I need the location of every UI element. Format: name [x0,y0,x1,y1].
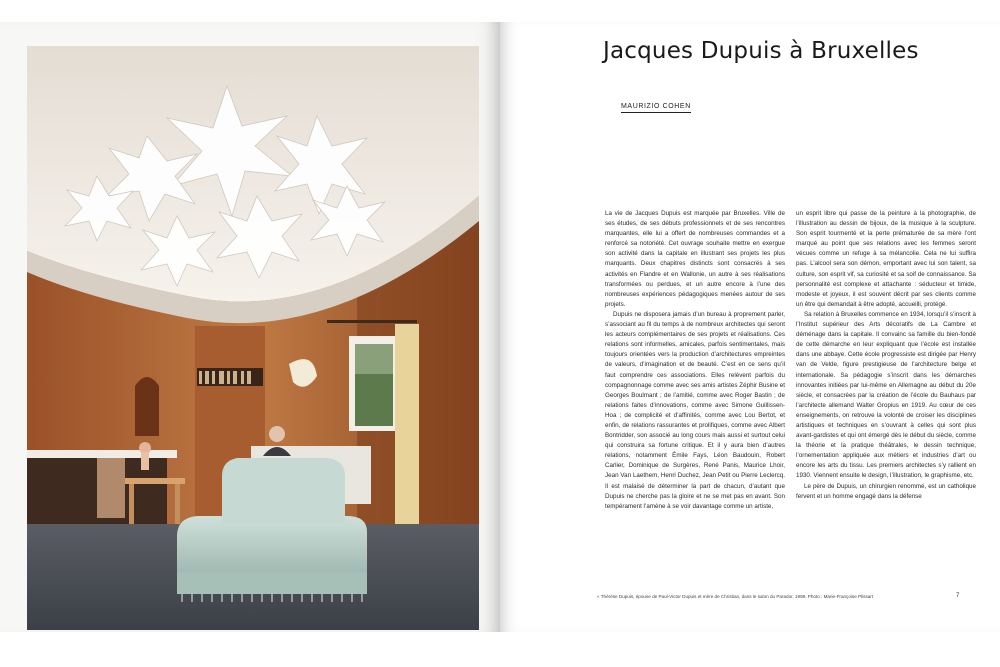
paragraph: un esprit libre qui passe de la peinture à la photographie, de l’illustration au dessin de bijoux, de la musique à la sculpture. Son esprit tourmenté et la perte prématurée de sa mère l’ont marqué au point que ses relations avec les femmes seront vécues comme un refuge à sa mélancolie. Cela ne lui suffira pas. L’alcool sera son démon, emportant avec lui son talent, sa culture, son esprit vif, sa curiosité et sa soif de connaissance. Sa personnalité est complexe et attachante : séducteur et timide, modeste et joyeux, il est souvent décrit par ses clients comme un être qui demandait à être adopté, accueilli, protégé. [796,210,976,308]
page-number: 7 [956,593,960,599]
paragraph: La vie de Jacques Dupuis est marquée par Bruxelles. Ville de ses études, de ses débuts professionnels et de ses rencontres marquantes, elle lui a offert de nombreuses commandes et a renforcé sa notoriété. Cet ouvrage souhaite mettre en exergue son activité dans la capitale en illustrant ses projets les plus marquants. Deux chapitres distincts sont consacrés à ses activités en Flandre et en Wallonie, un autre à ses réalisations transformées ou perdues, et un autre encore à l’une des nombreuses expériences pédagogiques menées autour de ses projets. [605,210,785,308]
photo-caption: « Thérèse Dupuis, épouse de Paul-Victor Dupuis et mère de Christian, dans le salon du Parador, 1998. Photo : Marie-Françoise Plissart [597,594,874,599]
paragraph: Le père de Dupuis, un chirurgien renommé, est un catholique fervent et un homme engagé dans la défense [796,482,976,500]
author-byline: MAURIZIO COHEN [621,103,691,113]
interior-photo [27,46,479,630]
article-title: Jacques Dupuis à Bruxelles [603,38,919,64]
interior-photo-illustration [27,46,479,630]
text-column-2 [796,209,976,502]
paragraph: Dupuis ne disposera jamais d’un bureau à proprement parler, s’associant au fil du temps à de nombreux architectes qui seront les acteurs complémentaires de ses projets et réalisations. Ces relations sont informelles, amicales, parfois sentimentales, mais toujours orientées vers la production d’architectures empreintes de valeurs, d’imagination et de beauté. C’est en ce sens qu’il faut comprendre ces associations. Elles relèvent parfois du compagnonnage comme avec ses amis artistes Zéphir Busine et Georges Boulmant ; de l’amitié, comme avec Roger Bastin ; de relations faites d’innovations, comme avec Simone Guillissen-Hoa ; de complicité et d’affinités, comme avec Lou Bertot, et enfin, de relations rassurantes et prolifiques, comme avec Albert Bontridder, son associé au long cours mais aussi et surtout celui qui construira sa fortune critique. Et il y aura bien d’autres relations, notamment Émile Fays, Léon Baudouin, Robert Carlier, Dominique de Surgères, René Panis, Maurice Lhoir, Jean Van Laethem, Henri Duchez, Jean Petit ou Pierre Leclercq. Il est malaisé de déterminer la part de chacun, d’autant que Dupuis ne cherche pas la gloire et ne se met pas en avant. Son tempérament l’amène à se voir davantage comme un artiste, [605,310,785,510]
paragraph: Sa relation à Bruxelles commence en 1934, lorsqu’il s’inscrit à l’Institut supérieur des Arts décoratifs de La Cambre et déménage dans la capitale. Il convainc sa famille du bien-fondé de cette démarche en leur expliquant que l’école est installée dans une abbaye. Cette école progressiste est dirigée par Henry van de Velde, figure prestigieuse de l’architecture belge et internationale. Sa pédagogie s’inscrit dans les démarches innovantes initiées par lui-même en Allemagne au début du 20e siècle, et consacrées par la création de l’école du Bauhaus par l’architecte allemand Walter Gropius en 1919. Au cœur de ces enseignements, on retrouve la volonté de croiser les disciplines artistiques et techniques en s’ouvrant à celles qui sont plus avant-gardistes et qui ont émergé dès le début du siècle, comme la théorie et la pratique théâtrales, le dessin technique, l’ornementation appliquée aux métiers et industries d’art ou encore les arts du tissu. Les premiers architectes s’y rallient en 1930. Viennent ensuite le design, l’illustration, le graphisme, etc. [796,310,976,480]
left-page [0,22,500,632]
text-column-1 [605,209,785,512]
right-page [500,22,1000,632]
